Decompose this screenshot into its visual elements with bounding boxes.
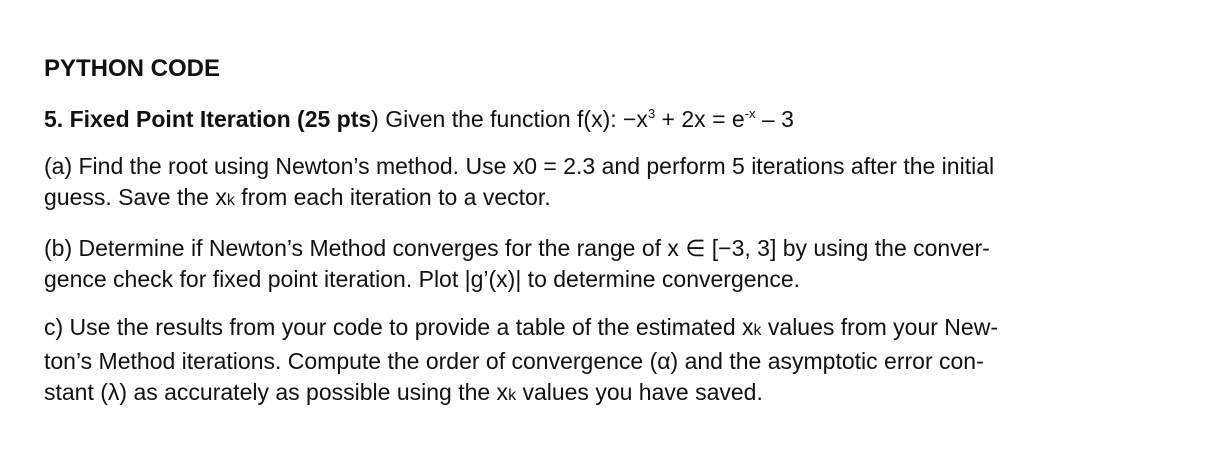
part-b: [44, 233, 1194, 295]
function-intro: Given the function f(x): −x: [378, 106, 648, 132]
part-c-text-end: values from your New-: [761, 314, 998, 340]
problem-title-close: ): [371, 106, 379, 132]
problem-title: 5. Fixed Point Iteration (25 pts: [44, 106, 372, 132]
part-c-line-2: ton’s Method iterations. Compute the order of convergence (α) and the asymptotic error con-: [44, 348, 984, 374]
subscript-k: k: [226, 192, 235, 209]
part-c: [44, 312, 1194, 411]
subscript-k: k: [508, 387, 517, 404]
part-c-text: stant (λ) as accurately as possible using the x: [44, 379, 509, 405]
problem-statement: [44, 104, 1194, 134]
part-c-text-end: values you have saved.: [516, 379, 763, 405]
part-a-line-2: [44, 182, 1194, 216]
part-a-text-end: from each iteration to a vector.: [234, 184, 551, 210]
function-mid: + 2x = e: [655, 106, 745, 132]
part-a: [44, 151, 1194, 216]
part-c-text: c) Use the results from your code to provide a table of the estimated x: [44, 314, 754, 340]
subscript-k: k: [753, 322, 762, 339]
exponent-neg-x: -x: [744, 106, 756, 121]
function-end: – 3: [755, 106, 794, 132]
part-a-line-1: (a) Find the root using Newton’s method. Use x0 = 2.3 and perform 5 iterations after the initial: [44, 153, 995, 179]
exponent-cube: 3: [647, 106, 656, 121]
part-c-line-1: [44, 312, 1194, 346]
part-b-line-1: (b) Determine if Newton’s Method converges for the range of x ∈ [−3, 3] by using the conver-: [44, 235, 990, 261]
part-a-text: guess. Save the x: [44, 184, 227, 210]
part-c-line-3: [44, 377, 1194, 411]
section-heading: PYTHON CODE: [44, 55, 221, 82]
document: [44, 54, 1194, 411]
part-b-line-2: gence check for fixed point iteration. Plot |g’(x)| to determine convergence.: [44, 266, 801, 292]
